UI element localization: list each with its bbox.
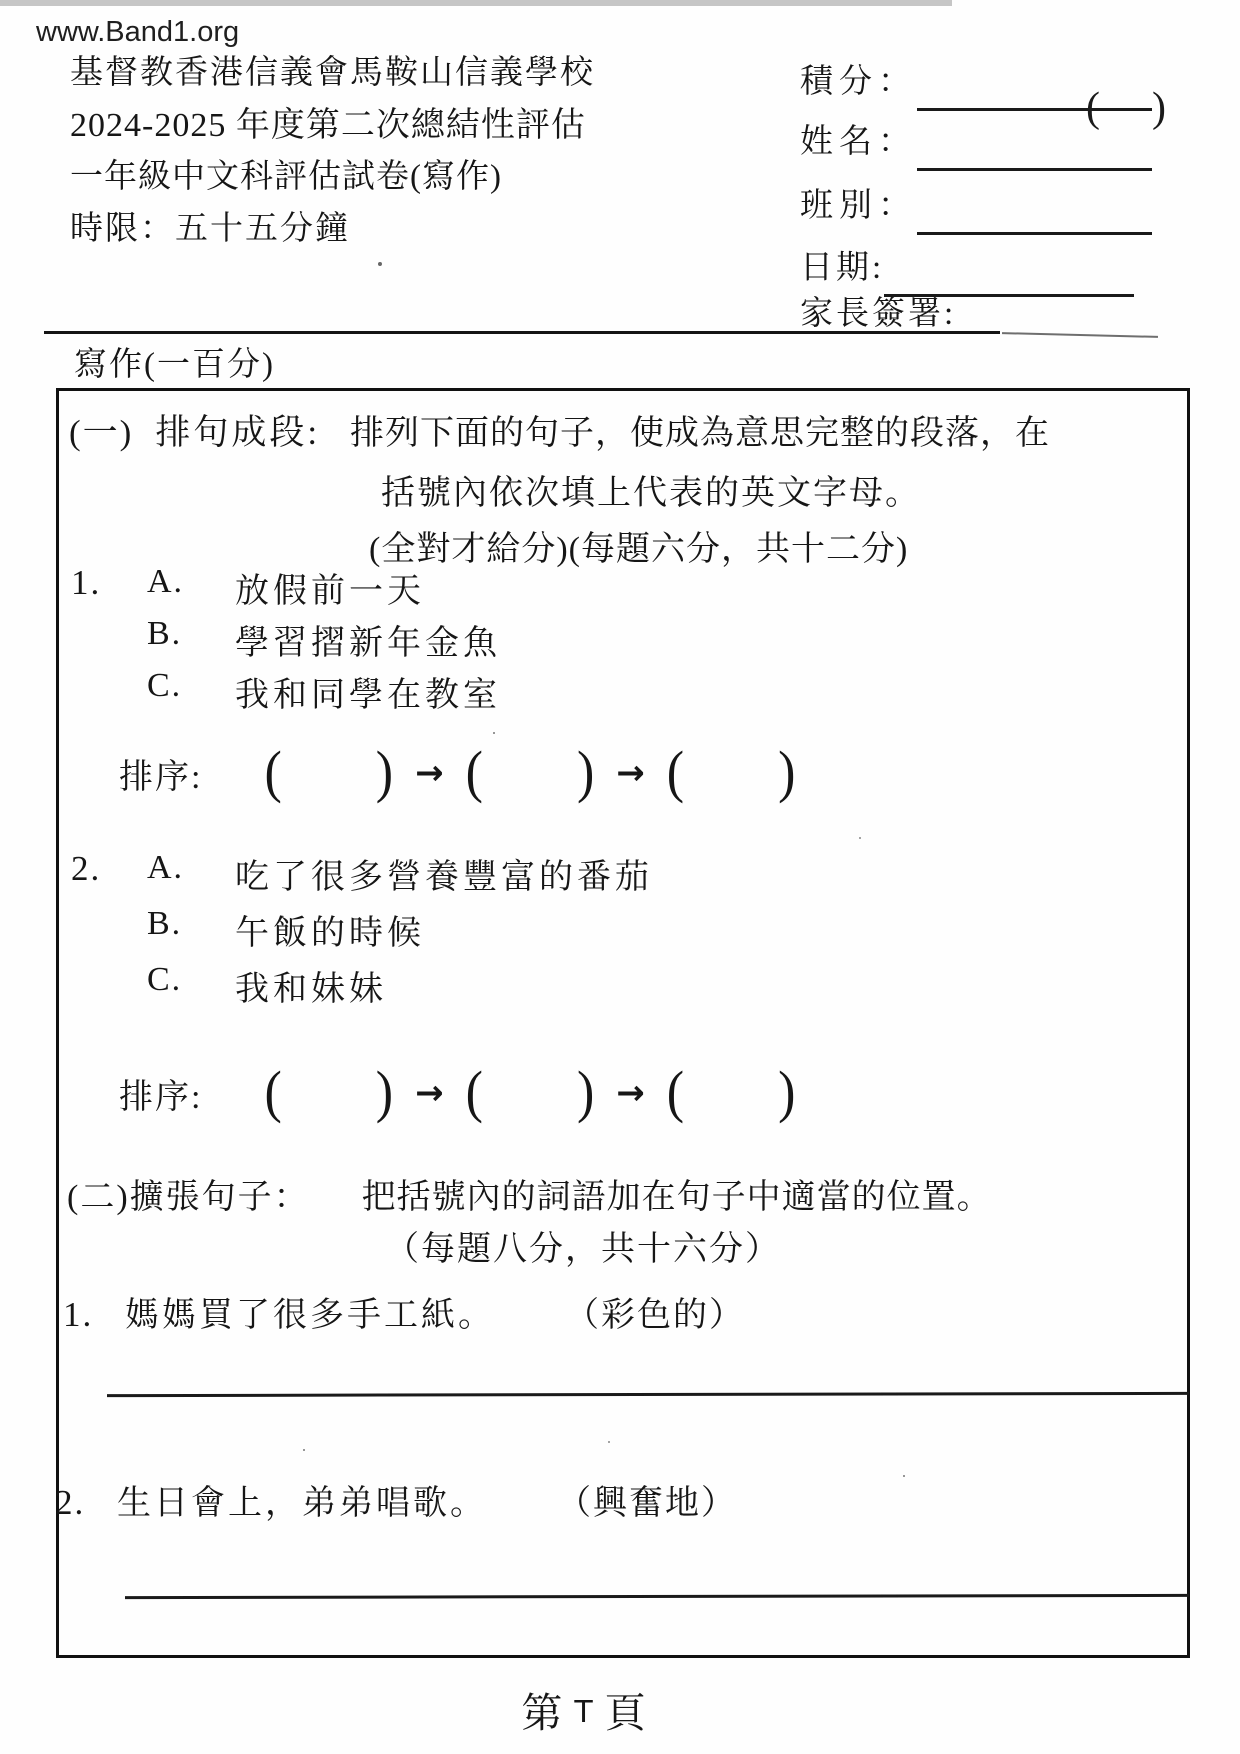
question-box bbox=[56, 388, 1190, 1658]
arrow-icon: → bbox=[616, 753, 647, 793]
footer-prefix: 第 bbox=[521, 1690, 566, 1736]
part1-instruction-line1: 排列下面的句子，使成為意思完整的段落，在 bbox=[350, 415, 1051, 452]
q1-option-row bbox=[59, 563, 1187, 609]
slot-blank[interactable] bbox=[284, 751, 376, 795]
question-number: 2. bbox=[71, 849, 102, 888]
q2-sort-answer-row bbox=[119, 1060, 798, 1125]
arrow-icon: → bbox=[415, 1073, 446, 1113]
time-limit: 時限：五十五分鐘 bbox=[70, 211, 350, 247]
part2-instruction-line1: 把括號內的詞語加在句子中適當的位置。 bbox=[361, 1179, 992, 1216]
option-label: A. bbox=[147, 563, 185, 600]
parent-signature-label: 家長簽署: bbox=[800, 296, 957, 332]
q1-option-row bbox=[59, 667, 1187, 713]
open-paren: ( bbox=[264, 1060, 284, 1125]
name-fill-line[interactable] bbox=[917, 85, 1166, 171]
q1-option-row bbox=[59, 615, 1187, 661]
option-label: A. bbox=[147, 849, 185, 886]
option-text: 我和同學在教室 bbox=[235, 677, 501, 714]
slot-blank[interactable] bbox=[284, 1071, 376, 1115]
exam-session: 2024-2025 年度第二次總結性評估 bbox=[70, 107, 586, 144]
class-label: 班別： bbox=[800, 188, 917, 224]
footer-suffix: 頁 bbox=[604, 1690, 649, 1736]
sort-label: 排序: bbox=[119, 758, 203, 796]
answer-slot-1[interactable] bbox=[264, 1060, 396, 1125]
question-number: 1. bbox=[63, 1295, 94, 1334]
option-label: C. bbox=[147, 667, 183, 704]
option-text: 吃了很多營養豐富的番茄 bbox=[235, 859, 653, 896]
class-field bbox=[800, 186, 1152, 227]
option-text: 我和妹妹 bbox=[235, 971, 387, 1008]
section-title: 寫作(一百分) bbox=[74, 347, 275, 383]
part2-question-row bbox=[63, 1287, 1187, 1333]
question-hint: （興奮地） bbox=[557, 1485, 737, 1522]
name-field bbox=[800, 85, 1166, 163]
q2-option-row bbox=[59, 961, 1187, 1007]
class-fill-line[interactable] bbox=[917, 192, 1152, 235]
answer-slot-3[interactable] bbox=[666, 1060, 798, 1125]
parent-signature-field bbox=[800, 294, 956, 335]
slot-blank[interactable] bbox=[686, 751, 778, 795]
school-name: 基督教香港信義會馬鞍山信義學校 bbox=[70, 55, 595, 91]
option-label: B. bbox=[147, 615, 183, 652]
close-paren: ) bbox=[778, 1060, 798, 1125]
part2-instruction-line2: （每題八分，共十六分） bbox=[385, 1231, 781, 1268]
page-number: T bbox=[574, 1695, 596, 1730]
q1-sort-answer-row bbox=[119, 740, 798, 805]
slot-blank[interactable] bbox=[485, 1071, 577, 1115]
close-paren: ) bbox=[375, 1060, 396, 1125]
q2-option-row bbox=[59, 905, 1187, 951]
option-text: 放假前一天 bbox=[235, 573, 425, 610]
answer-slot-3[interactable] bbox=[666, 740, 798, 805]
part1-label: (一) bbox=[69, 413, 134, 452]
open-paren: ( bbox=[264, 740, 284, 805]
answer-slot-2[interactable] bbox=[465, 740, 597, 805]
option-text: 午飯的時候 bbox=[235, 915, 425, 952]
close-paren: ) bbox=[778, 740, 798, 805]
open-paren: ( bbox=[666, 1060, 687, 1125]
question-text: 媽媽買了很多手工紙。 bbox=[125, 1297, 495, 1334]
date-field bbox=[800, 248, 1134, 289]
question-number: 2. bbox=[55, 1483, 86, 1522]
part1-title: 排句成段: bbox=[155, 413, 321, 452]
part1-instruction-line3: (全對才給分)(每題六分，共十二分) bbox=[369, 531, 909, 568]
part2-question-row bbox=[55, 1475, 1187, 1521]
close-paren: ) bbox=[576, 740, 597, 805]
part1-instruction-line2: 括號內依次填上代表的英文字母。 bbox=[381, 475, 921, 512]
page-footer bbox=[500, 1680, 670, 1739]
name-label: 姓名： bbox=[800, 124, 917, 160]
open-paren: ( bbox=[465, 1060, 485, 1125]
close-paren: ) bbox=[1152, 85, 1166, 132]
question-text: 生日會上，弟弟唱歌。 bbox=[117, 1485, 487, 1522]
question-hint: （彩色的） bbox=[565, 1297, 745, 1334]
question-number: 1. bbox=[71, 563, 102, 602]
option-text: 學習摺新年金魚 bbox=[235, 625, 501, 662]
part2-header bbox=[67, 1169, 1187, 1215]
score-label: 積分： bbox=[800, 64, 917, 100]
arrow-icon: → bbox=[415, 753, 446, 793]
scan-edge-artifact bbox=[0, 0, 952, 6]
slot-blank[interactable] bbox=[485, 751, 577, 795]
option-label: C. bbox=[147, 961, 183, 998]
watermark: www.Band1.org bbox=[36, 16, 240, 48]
paper-title: 一年級中文科評估試卷(寫作) bbox=[70, 159, 502, 195]
close-paren: ) bbox=[576, 1060, 597, 1125]
date-label: 日期: bbox=[800, 250, 885, 286]
sort-label: 排序: bbox=[119, 1078, 203, 1116]
open-paren: ( bbox=[1086, 85, 1100, 132]
q2-option-row bbox=[59, 849, 1187, 895]
name-parens bbox=[1086, 84, 1166, 132]
part2-title: 擴張句子： bbox=[129, 1179, 310, 1216]
open-paren: ( bbox=[666, 740, 687, 805]
answer-line[interactable] bbox=[107, 1392, 1189, 1397]
option-label: B. bbox=[147, 905, 183, 942]
open-paren: ( bbox=[465, 740, 485, 805]
scan-specks bbox=[378, 262, 382, 266]
answer-line[interactable] bbox=[125, 1594, 1189, 1599]
part2-label: (二) bbox=[67, 1179, 130, 1216]
slot-blank[interactable] bbox=[686, 1071, 778, 1115]
close-paren: ) bbox=[375, 740, 396, 805]
arrow-icon: → bbox=[616, 1073, 647, 1113]
section-divider-line bbox=[44, 331, 1000, 334]
parent-signature-line[interactable] bbox=[1002, 332, 1158, 338]
part1-header bbox=[69, 405, 1187, 451]
date-fill-line[interactable] bbox=[884, 254, 1134, 297]
answer-slot-2[interactable] bbox=[465, 1060, 597, 1125]
answer-slot-1[interactable] bbox=[264, 740, 396, 805]
